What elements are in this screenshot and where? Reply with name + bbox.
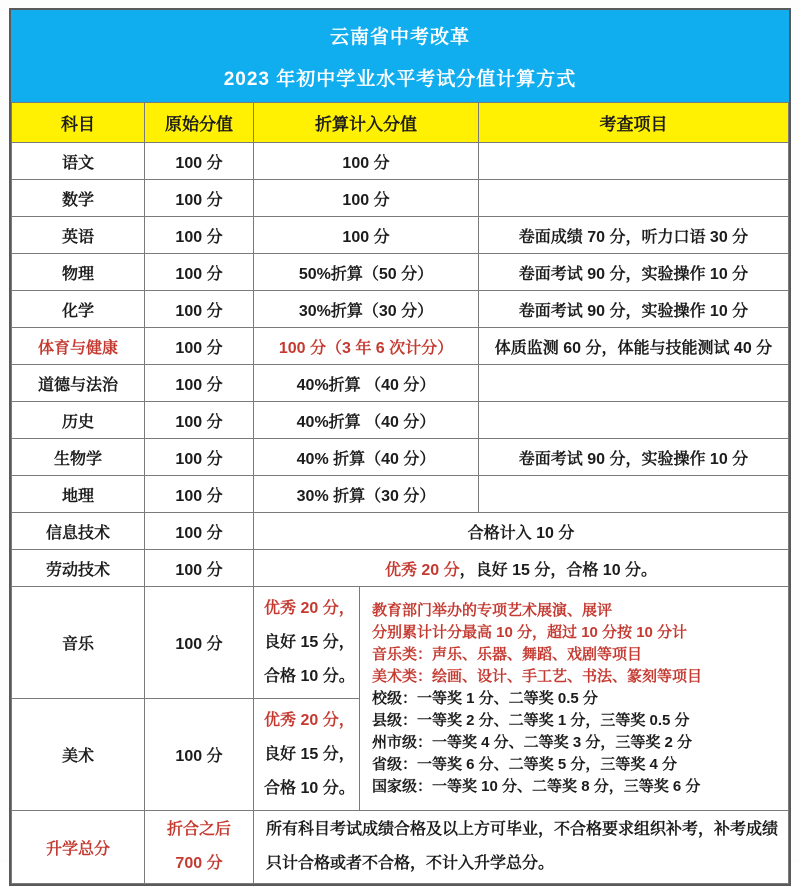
table-row-chemistry bbox=[12, 291, 789, 328]
grade-good-text: 良好 15 分， bbox=[264, 633, 355, 651]
awards-line: 国家级：一等奖 10 分、二等奖 8 分，三等奖 6 分 bbox=[372, 777, 701, 795]
merged-note-cell: 合格计入 10 分 bbox=[254, 513, 789, 550]
original-score-cell: 100 分 bbox=[145, 699, 254, 811]
header-converted-score: 折算计入分值 bbox=[254, 103, 479, 143]
converted-total-cell bbox=[145, 811, 254, 884]
subject-cell: 语文 bbox=[12, 143, 145, 180]
subject-cell: 音乐 bbox=[12, 587, 145, 699]
table-row-biology bbox=[12, 439, 789, 476]
exam-items-cell bbox=[479, 365, 789, 402]
table-row-physics bbox=[12, 254, 789, 291]
original-score-cell: 100 分 bbox=[145, 439, 254, 476]
original-score-cell: 100 分 bbox=[145, 365, 254, 402]
header-subject: 科目 bbox=[12, 103, 145, 143]
subject-cell: 数学 bbox=[12, 180, 145, 217]
header-row bbox=[12, 103, 789, 143]
converted-score-cell: 100 分 bbox=[254, 143, 479, 180]
header-original-score: 原始分值 bbox=[145, 103, 254, 143]
graduation-note-cell: 所有科目考试成绩合格及以上方可毕业，不合格要求组织补考，补考成绩只计合格或者不合格，不计入升学总分。 bbox=[254, 811, 789, 884]
awards-line: 音乐类：声乐、乐器、舞蹈、戏剧等项目 bbox=[372, 645, 643, 663]
original-score-cell: 100 分 bbox=[145, 402, 254, 439]
converted-score-cell: 100 分 bbox=[254, 180, 479, 217]
original-score-cell: 100 分 bbox=[145, 587, 254, 699]
converted-score-cell: 30%折算（30 分） bbox=[254, 291, 479, 328]
subject-cell: 劳动技术 bbox=[12, 550, 145, 587]
original-score-cell: 100 分 bbox=[145, 476, 254, 513]
subject-cell: 历史 bbox=[12, 402, 145, 439]
exam-items-cell bbox=[479, 180, 789, 217]
score-table-container bbox=[9, 8, 791, 886]
total-score-text: 700 分 bbox=[175, 855, 223, 872]
converted-score-cell: 100 分（3 年 6 次计分） bbox=[254, 328, 479, 365]
subject-cell: 信息技术 bbox=[12, 513, 145, 550]
table-row-chinese bbox=[12, 143, 789, 180]
table-row-total-score bbox=[12, 811, 789, 884]
table-row-history bbox=[12, 402, 789, 439]
awards-line: 教育部门举办的专项艺术展演、展评 bbox=[372, 601, 613, 619]
subject-cell: 生物学 bbox=[12, 439, 145, 476]
banner-title-line1: 云南省中考改革 bbox=[329, 27, 470, 48]
header-exam-items: 考查项目 bbox=[479, 103, 789, 143]
table-row-pe-health bbox=[12, 328, 789, 365]
original-score-cell: 100 分 bbox=[145, 143, 254, 180]
subject-cell: 美术 bbox=[12, 699, 145, 811]
subject-cell: 化学 bbox=[12, 291, 145, 328]
table-row-english bbox=[12, 217, 789, 254]
original-score-cell: 100 分 bbox=[145, 550, 254, 587]
merged-note-cell bbox=[254, 550, 789, 587]
grade-good-text: 良好 15 分， bbox=[264, 745, 355, 763]
subject-cell: 道德与法治 bbox=[12, 365, 145, 402]
subject-cell: 英语 bbox=[12, 217, 145, 254]
banner-title-line2: 2023 年初中学业水平考试分值计算方式 bbox=[223, 69, 577, 90]
table-row-music bbox=[12, 587, 789, 699]
converted-score-cell: 40%折算 （40 分） bbox=[254, 365, 479, 402]
original-score-cell: 100 分 bbox=[145, 291, 254, 328]
subject-cell: 升学总分 bbox=[12, 811, 145, 884]
awards-line: 校级：一等奖 1 分、二等奖 0.5 分 bbox=[372, 689, 598, 707]
table-row-labor-tech bbox=[12, 550, 789, 587]
table-row-math bbox=[12, 180, 789, 217]
table-row-morality-law bbox=[12, 365, 789, 402]
exam-items-cell: 卷面考试 90 分，实验操作 10 分 bbox=[479, 439, 789, 476]
exam-items-cell bbox=[479, 476, 789, 513]
exam-items-cell: 卷面成绩 70 分，听力口语 30 分 bbox=[479, 217, 789, 254]
title-banner bbox=[11, 10, 789, 102]
awards-line: 美术类：绘画、设计、手工艺、书法、篆刻等项目 bbox=[372, 667, 703, 685]
awards-line: 县级：一等奖 2 分、二等奖 1 分，三等奖 0.5 分 bbox=[372, 711, 690, 729]
original-score-cell: 100 分 bbox=[145, 254, 254, 291]
converted-score-cell: 30% 折算（30 分） bbox=[254, 476, 479, 513]
exam-items-cell: 卷面考试 90 分，实验操作 10 分 bbox=[479, 254, 789, 291]
original-score-cell: 100 分 bbox=[145, 513, 254, 550]
grade-scale-cell bbox=[254, 587, 360, 699]
subject-cell: 体育与健康 bbox=[12, 328, 145, 365]
grade-rest-text: ，良好 15 分，合格 10 分。 bbox=[459, 561, 658, 579]
original-score-cell: 100 分 bbox=[145, 180, 254, 217]
original-score-cell: 100 分 bbox=[145, 217, 254, 254]
subject-cell: 地理 bbox=[12, 476, 145, 513]
converted-score-cell: 40% 折算（40 分） bbox=[254, 439, 479, 476]
exam-items-cell bbox=[479, 143, 789, 180]
subject-cell: 物理 bbox=[12, 254, 145, 291]
grade-excellent-text: 优秀 20 分， bbox=[264, 599, 355, 617]
awards-line: 分别累计计分最高 10 分，超过 10 分按 10 分计 bbox=[372, 623, 688, 641]
grade-pass-text: 合格 10 分。 bbox=[264, 667, 355, 685]
grade-excellent-text: 优秀 20 分， bbox=[264, 711, 355, 729]
awards-line: 州市级：一等奖 4 分、二等奖 3 分，三等奖 2 分 bbox=[372, 733, 693, 751]
grade-scale-cell bbox=[254, 699, 360, 811]
exam-items-cell bbox=[479, 402, 789, 439]
exam-items-cell: 卷面考试 90 分，实验操作 10 分 bbox=[479, 291, 789, 328]
total-label-text: 折合之后 bbox=[166, 821, 231, 838]
grade-pass-text: 合格 10 分。 bbox=[264, 779, 355, 797]
grade-excellent-text: 优秀 20 分 bbox=[384, 561, 460, 579]
score-table bbox=[11, 102, 789, 884]
table-row-info-tech bbox=[12, 513, 789, 550]
converted-score-cell: 40%折算 （40 分） bbox=[254, 402, 479, 439]
exam-items-cell: 体质监测 60 分，体能与技能测试 40 分 bbox=[479, 328, 789, 365]
awards-line: 省级：一等奖 6 分、二等奖 5 分，三等奖 4 分 bbox=[372, 755, 678, 773]
converted-score-cell: 100 分 bbox=[254, 217, 479, 254]
original-score-cell: 100 分 bbox=[145, 328, 254, 365]
arts-awards-cell bbox=[360, 587, 789, 811]
table-row-geography bbox=[12, 476, 789, 513]
converted-score-cell: 50%折算（50 分） bbox=[254, 254, 479, 291]
